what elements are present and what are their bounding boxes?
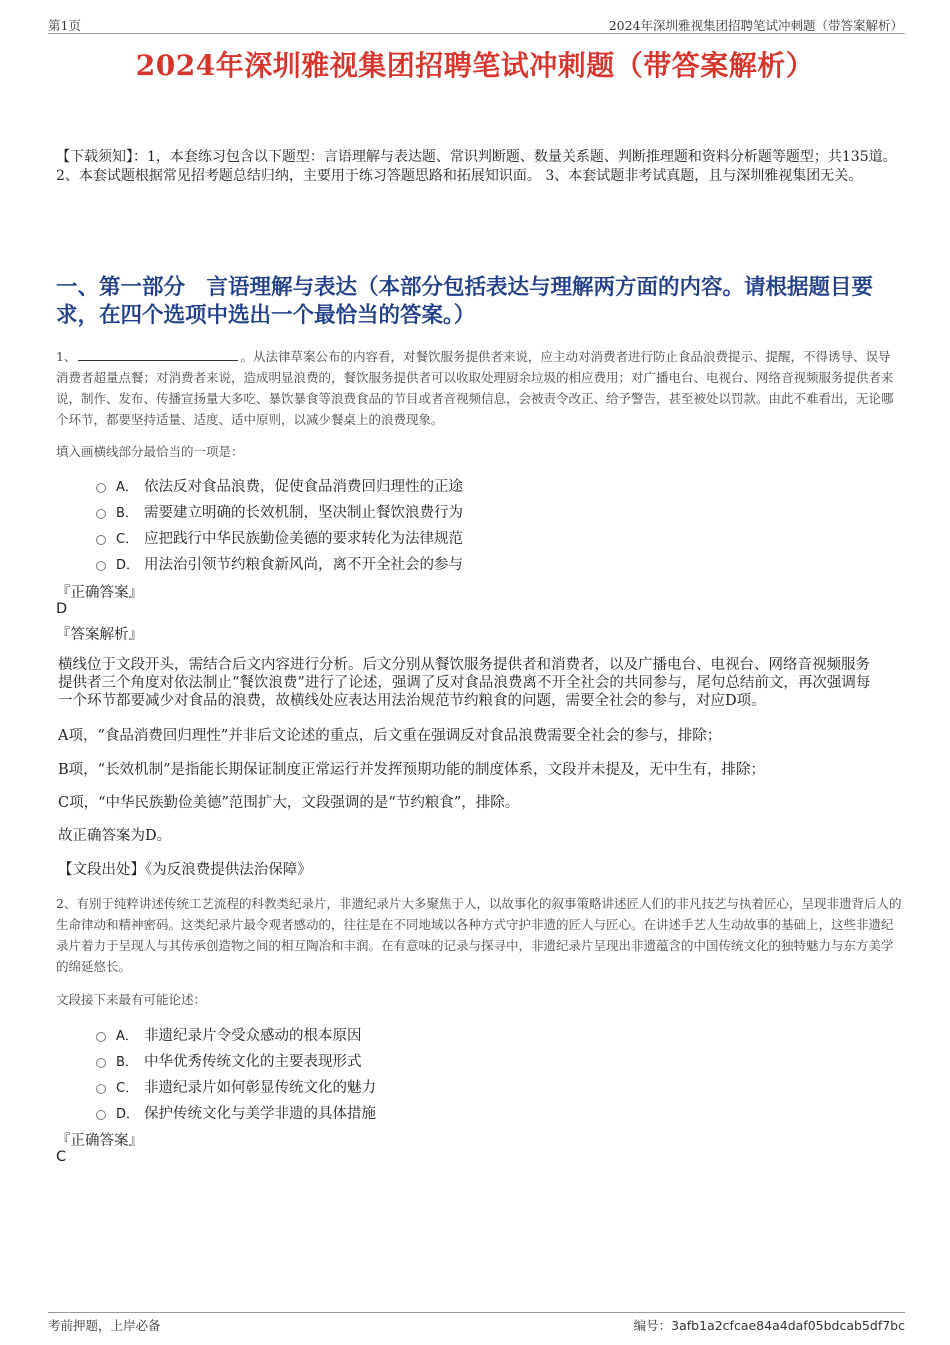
option-d[interactable]: D． 保护传统文化与美学非遗的具体措施 — [96, 1099, 796, 1125]
radio-button[interactable] — [96, 1032, 106, 1042]
radio-button[interactable] — [96, 1058, 106, 1068]
option-a[interactable]: A． 非遗纪录片令受众感动的根本原因 — [96, 1021, 796, 1047]
footer-slogan: 考前押题，上岸必备 — [48, 1318, 161, 1333]
source-citation: 【文段出处】《为反浪费提供法治保障》 — [58, 862, 312, 878]
radio-button[interactable] — [96, 1084, 106, 1094]
correct-answer: D — [56, 601, 68, 617]
radio-button[interactable] — [96, 535, 106, 545]
option-c[interactable]: C． 应把践行中华民族勤俭美德的要求转化为法律规范 — [96, 524, 796, 550]
question-2-stem: 2、有别于纯粹讲述传统工艺流程的科教类纪录片，非遗纪录片大多聚焦于人，以故事化的叙事策略讲述匠人们的非凡技艺与执着匠心，呈现非遗背后人的生命律动和精神密码。这类纪录片最令观者感动的，往往是在不同地域以各种方式守护非遗的匠人与匠心。在讲述手艺人生动故事的基础上，这些非遗纪录片着力于呈现人与其传承创造物之间的相互陶冶和丰润。在有意味的记录与探寻中，非遗纪录片呈现出非遗蕴含的中国传统文化的独特魅力与东方美学的绵延悠长。 — [56, 896, 902, 974]
answer-label: 『正确答案』 — [56, 585, 143, 601]
question-1-prompt: 填入画横线部分最恰当的一项是： — [56, 444, 244, 459]
page-number: 第1页 — [48, 18, 81, 33]
analysis-label: 『答案解析』 — [56, 627, 143, 643]
option-c[interactable]: C． 非遗纪录片如何彰显传统文化的魅力 — [96, 1073, 796, 1099]
question-1-options — [96, 472, 796, 576]
option-b[interactable]: B． 中华优秀传统文化的主要表现形式 — [96, 1047, 796, 1073]
page-footer — [48, 1312, 905, 1334]
document-title: 2024年深圳雅视集团招聘笔试冲刺题（带答案解析） — [135, 49, 815, 82]
analysis-paragraph: 横线位于文段开头，需结合后文内容进行分析。后文分别从餐饮服务提供者和消费者，以及广播电台、电视台、网络音视频服务提供者三个角度对依法制止“餐饮浪费”进行了论述，强调了反对食品浪费离不开全社会的共同参与，尾句总结前文，再次强调每一个环节都要减少对食品的浪费，故横线处应表达用法治规范节约粮食的问题，需要全社会的参与，对应D项。 — [58, 657, 871, 709]
section-heading: 一、第一部分 言语理解与表达（本部分包括表达与理解两方面的内容。请根据题目要求，在四个选项中选出一个最恰当的答案。） — [56, 275, 874, 328]
question-1-number: 1、 — [56, 349, 77, 364]
document-code: 编号：3afb1a2cfcae84a4daf05bdcab5df7bc — [633, 1318, 905, 1333]
download-notice: 【下载须知】：1，本套练习包含以下题型：言语理解与表达题、常识判断题、数量关系题、判断推理题和资料分析题等题型；共135道。 2、本套试题根据常见招考题总结归纳，主要用于练习答题思路和拓展知识面。 3、本套试题非考试真题，且与深圳雅视集团无关。 — [56, 149, 897, 184]
option-a[interactable]: A． 依法反对食品浪费，促使食品消费回归理性的正途 — [96, 472, 796, 498]
radio-button[interactable] — [96, 509, 106, 519]
option-b[interactable]: B． 需要建立明确的长效机制，坚决制止餐饮浪费行为 — [96, 498, 796, 524]
question-2-prompt: 文段接下来最有可能论述： — [56, 992, 207, 1007]
radio-button[interactable] — [96, 483, 106, 493]
question-1-text: 。从法律草案公布的内容看，对餐饮服务提供者来说，应主动对消费者进行防止食品浪费提示、提醒，不得诱导、误导消费者超量点餐；对消费者来说，造成明显浪费的，餐饮服务提供者可以收取处理厨余垃圾的相应费用；对广播电台、电视台、网络音视频服务提供者来说，制作、发布、传播宣扬量大多吃、暴饮暴食等浪费食品的节目或者音视频信息，会被责令改正、给予警告，甚至被处以罚款。由此不难看出，无论哪个环节，都要坚持适量、适度、适中原则，以减少餐桌上的浪费现象。 — [56, 349, 894, 427]
page-header — [48, 14, 905, 34]
question-1-stem — [56, 346, 902, 430]
header-title: 2024年深圳雅视集团招聘笔试冲刺题（带答案解析） — [608, 18, 903, 33]
radio-button[interactable] — [96, 1110, 106, 1120]
analysis-conclusion: 故正确答案为D。 — [58, 828, 172, 844]
fill-blank-line — [78, 348, 238, 361]
radio-button[interactable] — [96, 561, 106, 571]
analysis-paragraph: A项，“食品消费回归理性”并非后文论述的重点，后文重在强调反对食品浪费需要全社会的参与，排除； — [58, 728, 722, 744]
analysis-paragraph: B项，“长效机制”是指能长期保证制度正常运行并发挥预期功能的制度体系，文段并未提及，无中生有，排除； — [58, 762, 765, 778]
answer-label: 『正确答案』 — [56, 1133, 143, 1149]
correct-answer: C — [56, 1149, 67, 1165]
option-d[interactable]: D． 用法治引领节约粮食新风尚，离不开全社会的参与 — [96, 550, 796, 576]
question-2-options — [96, 1021, 796, 1125]
analysis-paragraph: C项，“中华民族勤俭美德”范围扩大，文段强调的是“节约粮食”，排除。 — [58, 795, 520, 811]
